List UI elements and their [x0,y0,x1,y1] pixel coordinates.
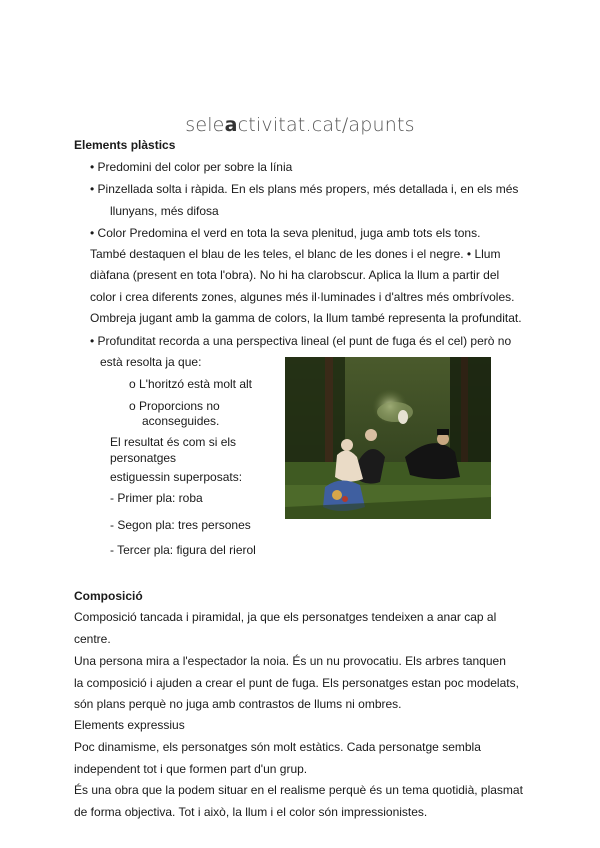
painting-image [285,357,491,519]
result-text: personatges [110,451,177,465]
paragraph-line: També destaquen el blau de les teles, el blanc de les dones i el negre. • Llum [90,247,501,261]
result-text: estiguessin superposats: [110,470,243,484]
paragraph-line: Composició tancada i piramidal, ja que els personatges tendeixen a anar cap al [74,610,497,624]
paragraph-line: Ombreja jugant amb la gamma de colors, la llum també representa la profunditat. [90,311,522,325]
section-heading-composicio: Composició [74,589,143,603]
subheading-elements-expressius: Elements expressius [74,718,185,732]
bullet-line: està resolta ja que: [100,355,202,369]
sub-bullet: o Proporcions no [129,399,220,413]
paragraph-line: color i crea diferents zones, algunes més il·luminades i d'altres més ombrívoles. [90,290,515,304]
bullet-line: llunyans, més difosa [110,204,219,218]
result-text: El resultat és com si els [110,435,237,449]
paragraph-line: la composició i ajuden a crear el punt de fuga. Els personatges estan poc modelats, [74,676,519,690]
paragraph-line: És una obra que la podem situar en el realisme perquè és un tema quotidià, plasmat [74,783,523,797]
bullet-line: • Color Predomina el verd en tota la seva plenitud, juga amb tots els tons. [90,226,481,240]
site-watermark-header: seleactivitat.cat/apunts [185,114,415,136]
paragraph-line: Una persona mira a l'espectador la noia. És un nu provocatiu. Els arbres tanquen [74,654,506,668]
section-heading-elements-plastics: Elements plàstics [74,138,176,152]
bullet-line: • Pinzellada solta i ràpida. En els plans més propers, més detallada i, en els més [90,182,519,196]
paragraph-line: centre. [74,632,111,646]
paragraph-line: de forma objectiva. Tot i això, la llum i el color són impressionistes. [74,805,428,819]
sub-bullet: o L'horitzó està molt alt [129,377,253,391]
plane-item: - Segon pla: tres persones [110,518,251,532]
plane-item: - Tercer pla: figura del rierol [110,543,256,557]
paragraph-line: són plans perquè no juga amb contrastos de llums ni ombres. [74,697,402,711]
paragraph-line: independent tot i que formen part d'un grup. [74,762,308,776]
bullet-line: • Profunditat recorda a una perspectiva lineal (el punt de fuga és el cel) però no [90,334,512,348]
paragraph-line: diàfana (present en tota l'obra). No hi ha clarobscur. Aplica la llum a partir del [90,268,500,282]
sub-bullet: aconseguides. [142,414,220,428]
paragraph-line: Poc dinamisme, els personatges són molt estàtics. Cada personatge sembla [74,740,481,754]
plane-item: - Primer pla: roba [110,491,203,505]
bullet-line: • Predomini del color per sobre la línia [90,160,293,174]
